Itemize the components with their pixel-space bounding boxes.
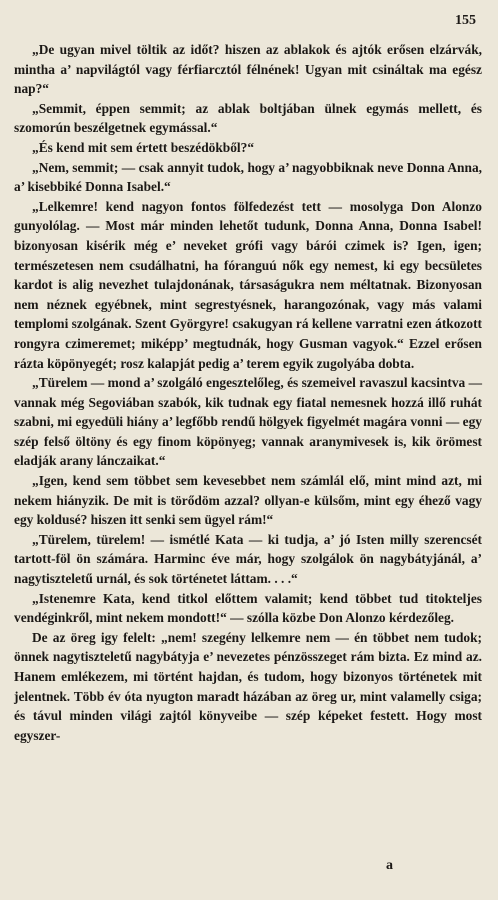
paragraph: „Nem, semmit; — csak annyit tudok, hogy a’ nagyobbiknak neve Donna Anna, a’ kisebbiké Donna Isabel.“: [14, 159, 482, 195]
page-number: 155: [455, 13, 476, 28]
body-text: [14, 40, 482, 745]
paragraph: „Semmit, éppen semmit; az ablak boltjában ülnek egymás mellett, és szomorún beszélgetnek egymással.“: [14, 100, 482, 136]
paragraph: „De ugyan mivel töltik az időt? hiszen az ablakok és ajtók erősen elzárvák, mintha a’ napvilágtól vagy férfiarcztól félnének! Ugyan mit csináltak ma egész nap?“: [14, 42, 482, 97]
paragraph: De az öreg igy felelt: „nem! szegény lelkemre nem — én többet nem tudok; önnek nagytiszteletű nagybátyja e’ nevezetes pénzösszeget rám bizta. Ez mind az. Hanem emlékezem, mi történt hajdan, és tudom, hogy bizonyos történetek mit jelentnek. Több év óta nyugton maradt házában az öreg ur, mint valamelly csiga; és távul minden világi zajtól könyveibe — szép képeket festett. Hogy most egyszer-: [14, 629, 482, 743]
paragraph: „És kend mit sem értett beszédökből?“: [32, 139, 255, 155]
paragraph: „Istenemre Kata, kend titkol előttem valamit; kend többet tud titokteljes vendéginkről, mint nekem mondott!“ — szólla közbe Don Alonzo kérdezőleg.: [14, 590, 482, 626]
paragraph: „Türelem — mond a’ szolgáló engesztelőleg, és szemeivel ravaszul kacsintva — vannak még Segoviában szabók, kik tudnak egy fiatal nemesnek hozzá illő ruhát szabni, mi egyedüli hiány a’ legfőbb rendű hölgyek figyelmét magára vonni — egy szép felső öltöny és egy finom köpönyeg; vannak aranymivesek is, kik örömest eladják arany lánczaikat.“: [14, 375, 482, 469]
catchword: a: [386, 858, 393, 873]
paragraph: „Türelem, türelem! — ismétlé Kata — ki tudja, a’ jó Isten milly szerencsét tartott-föl ön számára. Harminc éve már, hogy szolgálok ön nagybátyjánál, a’ nagytiszteletű urnál, és sok történetet láttam. . . .“: [14, 531, 482, 587]
paragraph: „Lelkemre! kend nagyon fontos fölfedezést tett — mosolyga Don Alonzo gunyolólag. — Most már minden lehetőt tudunk, Donna Anna, Donna Isabel! bizonyosan kisérik még e’ neveket grófi vagy bárói czimek is? Igen, igen; természetesen nem csudálhatni, ha fóranguú nők egy nemest, ki egy becsületes kardot is alig nevezhet tulajdonának, társaságukra nem méltatnak. Bizonyosan nem néznek egyébnek, mint segrestyésnek, harangozónak, vagy más valami templomi szolgának. Szent Györgyre! csakugyan rá kellene varratni ezen átkozott rongyra czimeremet; miképp’ megtudnák, hogy Gusman vagyok.“ Ezzel erősen rázta köpönyegét; rosz kalapját pedig a’ terem egyik zugolyába dobta.: [14, 198, 482, 371]
paragraph: „Igen, kend sem többet sem kevesebbet nem számlál elő, mint mind azt, mi nekem hiányzik. De mit is törődöm azzal? ollyan-e külsőm, mint egy éhező vagy egy koldusé? hiszen itt senki sem ügyel rám!“: [14, 473, 482, 528]
